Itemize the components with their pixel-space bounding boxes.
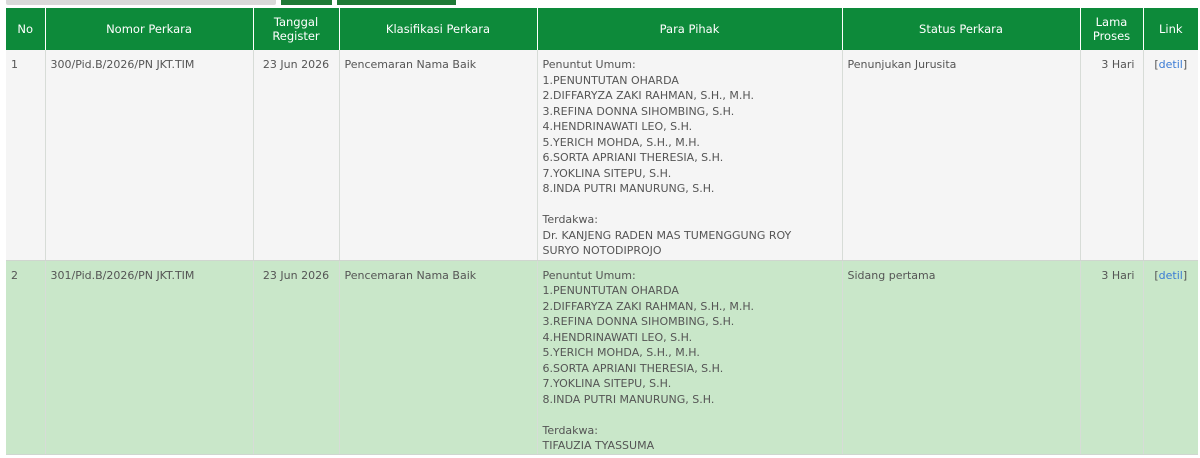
cell-status: Penunjukan Jurusita bbox=[842, 50, 1080, 260]
cell-status: Sidang pertama bbox=[842, 260, 1080, 454]
cell-nomor-perkara: 301/Pid.B/2026/PN JKT.TIM bbox=[45, 260, 253, 454]
cell-link bbox=[1143, 260, 1198, 454]
terdakwa-label: Terdakwa: bbox=[542, 213, 598, 226]
cell-lama-proses: 3 Hari bbox=[1080, 50, 1143, 260]
spacer bbox=[543, 407, 837, 423]
detil-link[interactable]: detil bbox=[1158, 268, 1183, 282]
terdakwa-label: Terdakwa: bbox=[542, 423, 598, 437]
table-row bbox=[6, 260, 1198, 454]
header-klasifikasi: Klasifikasi Perkara bbox=[339, 8, 537, 50]
penuntut-item: 2.DIFFARYZA ZAKI RAHMAN, S.H., M.H. bbox=[542, 89, 754, 102]
cell-para-pihak bbox=[537, 260, 842, 454]
header-status: Status Perkara bbox=[842, 8, 1080, 50]
penuntut-item: 5.YERICH MOHDA, S.H., M.H. bbox=[542, 135, 700, 149]
toolbar-strip bbox=[0, 0, 1200, 8]
penuntut-item: 4.HENDRINAWATI LEO, S.H. bbox=[542, 330, 693, 344]
cell-tanggal: 23 Jun 2026 bbox=[253, 260, 339, 454]
penuntut-label: Penuntut Umum: bbox=[542, 268, 636, 282]
header-lama-line1: Lama bbox=[1095, 15, 1128, 29]
penuntut-label: Penuntut Umum: bbox=[542, 58, 636, 71]
cell-no: 1 bbox=[6, 50, 45, 260]
penuntut-item: 8.INDA PUTRI MANURUNG, S.H. bbox=[542, 392, 715, 406]
penuntut-item: 3.REFINA DONNA SIHOMBING, S.H. bbox=[542, 315, 735, 328]
header-tanggal-register bbox=[253, 8, 339, 50]
header-link: Link bbox=[1143, 8, 1198, 50]
header-tanggal-line1: Tanggal bbox=[273, 15, 319, 29]
header-para-pihak: Para Pihak bbox=[537, 8, 842, 50]
penuntut-item: 4.HENDRINAWATI LEO, S.H. bbox=[542, 120, 693, 133]
terdakwa-item: Dr. KANJENG RADEN MAS TUMENGGUNG ROY bbox=[542, 228, 792, 242]
cell-para-pihak bbox=[537, 50, 842, 260]
penuntut-item: 8.INDA PUTRI MANURUNG, S.H. bbox=[542, 182, 715, 195]
cell-no: 2 bbox=[6, 260, 45, 454]
table-header-row bbox=[6, 8, 1198, 50]
penuntut-item: 7.YOKLINA SITEPU, S.H. bbox=[542, 377, 672, 390]
link-bracket-open: [ bbox=[1154, 268, 1159, 282]
header-lama-line2: Proses bbox=[1092, 29, 1131, 43]
cell-lama-proses: 3 Hari bbox=[1080, 260, 1143, 454]
link-bracket-close: ] bbox=[1182, 268, 1188, 282]
penuntut-item: 3.REFINA DONNA SIHOMBING, S.H. bbox=[542, 104, 735, 118]
search-input[interactable] bbox=[6, 0, 276, 5]
link-bracket-open: [ bbox=[1154, 58, 1159, 71]
penuntut-item: 1.PENUNTUTAN OHARDA bbox=[542, 73, 679, 87]
header-lama-proses bbox=[1080, 8, 1143, 50]
penuntut-item: 7.YOKLINA SITEPU, S.H. bbox=[542, 166, 672, 180]
advanced-search-button[interactable] bbox=[337, 0, 456, 5]
penuntut-item: 6.SORTA APRIANI THERESIA, S.H. bbox=[542, 361, 724, 375]
link-bracket-close: ] bbox=[1182, 58, 1188, 71]
penuntut-item: 5.YERICH MOHDA, S.H., M.H. bbox=[542, 346, 700, 359]
header-nomor-perkara: Nomor Perkara bbox=[45, 8, 253, 50]
case-table bbox=[6, 8, 1198, 455]
terdakwa-item: TIFAUZIA TYASSUMA bbox=[542, 439, 655, 452]
spacer bbox=[543, 197, 837, 213]
header-tanggal-line2: Register bbox=[272, 29, 320, 43]
penuntut-item: 1.PENUNTUTAN OHARDA bbox=[542, 284, 679, 297]
cell-klasifikasi: Pencemaran Nama Baik bbox=[339, 50, 537, 260]
cell-klasifikasi: Pencemaran Nama Baik bbox=[339, 260, 537, 454]
cell-nomor-perkara: 300/Pid.B/2026/PN JKT.TIM bbox=[45, 50, 253, 260]
terdakwa-item: SURYO NOTODIPROJO bbox=[542, 244, 662, 257]
penuntut-item: 6.SORTA APRIANI THERESIA, S.H. bbox=[542, 151, 724, 164]
cell-tanggal: 23 Jun 2026 bbox=[253, 50, 339, 260]
cell-link bbox=[1143, 50, 1198, 260]
header-no: No bbox=[6, 8, 45, 50]
detil-link[interactable]: detil bbox=[1158, 58, 1183, 71]
search-button[interactable] bbox=[281, 0, 332, 5]
penuntut-item: 2.DIFFARYZA ZAKI RAHMAN, S.H., M.H. bbox=[542, 299, 754, 313]
table-row bbox=[6, 50, 1198, 260]
